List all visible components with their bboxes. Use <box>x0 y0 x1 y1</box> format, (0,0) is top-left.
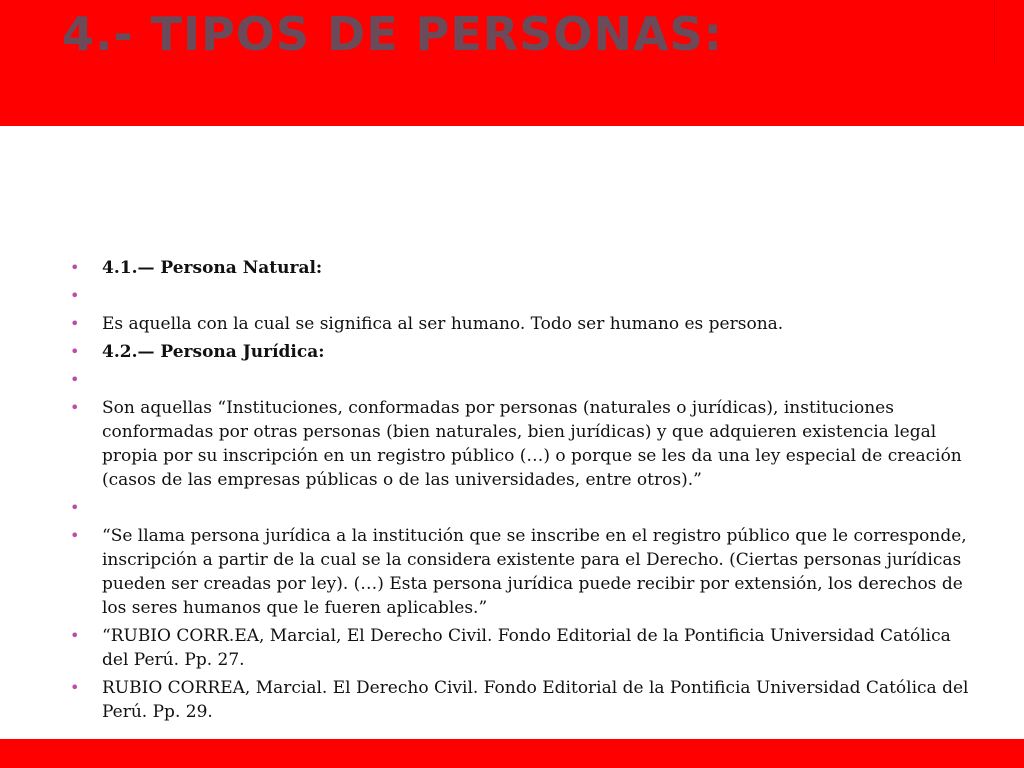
bullet-icon: • <box>70 314 80 333</box>
bullet-icon: • <box>70 258 80 277</box>
bullet-icon: • <box>70 526 80 545</box>
list-item-text: Es aquella con la cual se significa al ser humano. Todo ser humano es persona. <box>102 314 784 334</box>
list-item <box>70 284 975 308</box>
banner-divider <box>994 0 995 64</box>
bullet-icon: • <box>70 286 80 305</box>
bullet-icon: • <box>70 370 80 389</box>
list-item-text: “Se llama persona jurídica a la institución que se inscribe en el registro público que le corresponde, inscripción a partir de la cual se la considera existente para el Derecho. (Ciertas personas jurídicas pueden ser creadas por ley). (…) Esta persona jurídica puede recibir por extensión, los derechos de los seres humanos que le fueren aplicables.” <box>102 526 967 618</box>
subheading-persona-juridica: 4.2.— Persona Jurídica: <box>102 342 325 362</box>
bullet-icon: • <box>70 678 80 697</box>
list-item <box>70 624 975 672</box>
list-item <box>70 524 975 620</box>
list-item <box>70 676 975 724</box>
list-item <box>70 368 975 392</box>
bullet-icon: • <box>70 498 80 517</box>
slide-title: 4.- TIPOS DE PERSONAS: <box>62 7 724 61</box>
bullet-icon: • <box>70 626 80 645</box>
list-item <box>70 312 975 336</box>
bullet-icon: • <box>70 398 80 417</box>
citation-text: “RUBIO CORR.EA, Marcial, El Derecho Civil. Fondo Editorial de la Pontificia Universidad Católica del Perú. Pp. 27. <box>102 626 951 670</box>
subheading-persona-natural: 4.1.— Persona Natural: <box>102 258 323 278</box>
list-item <box>70 340 975 364</box>
bullet-list <box>70 256 975 728</box>
list-item-text: Son aquellas “Instituciones, conformadas por personas (naturales o jurídicas), instituciones conformadas por otras personas (bien naturales, bien jurídicas) y que adquieren existencia legal propia por su inscripción en un registro público (…) o porque se les da una ley especial de creación (casos de las empresas públicas o de las universidades, entre otros).” <box>102 398 962 490</box>
bullet-icon: • <box>70 342 80 361</box>
list-item <box>70 496 975 520</box>
citation-text: RUBIO CORREA, Marcial. El Derecho Civil. Fondo Editorial de la Pontificia Universidad Católica del Perú. Pp. 29. <box>102 678 969 722</box>
list-item <box>70 396 975 492</box>
bottom-banner <box>0 739 1024 768</box>
list-item <box>70 256 975 280</box>
